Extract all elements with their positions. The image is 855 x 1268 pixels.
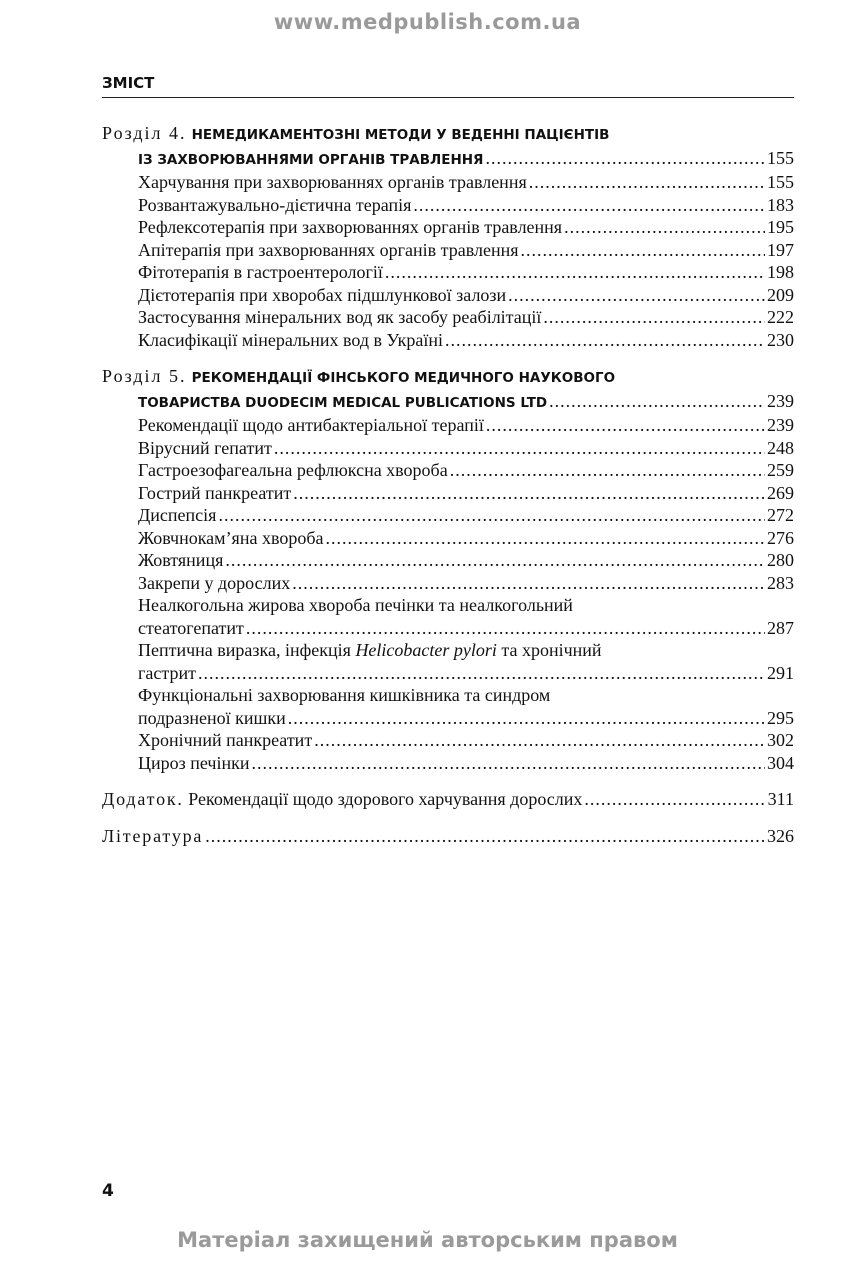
leader-dots	[445, 329, 765, 352]
toc-entry[interactable]	[102, 194, 794, 217]
appendix-prefix: Додаток.	[102, 789, 184, 809]
toc-entry[interactable]	[102, 239, 794, 262]
toc-entry[interactable]	[102, 729, 794, 752]
chapter-4-heading[interactable]	[102, 122, 794, 147]
leader-dots	[292, 572, 765, 595]
toc-entry-title: Апітерапія при захворюваннях органів травлення	[138, 239, 519, 260]
toc-entry-page: 155	[767, 172, 794, 192]
leader-dots	[584, 788, 765, 811]
toc-entry[interactable]	[102, 216, 794, 239]
leader-dots	[288, 707, 765, 730]
leader-dots	[485, 147, 765, 170]
toc-entry-nafld[interactable]	[102, 617, 794, 640]
leader-dots	[413, 194, 765, 217]
toc-entry[interactable]	[102, 504, 794, 527]
toc-entry-page: 287	[767, 617, 794, 638]
toc-entry[interactable]	[102, 306, 794, 329]
toc-entry-title: Гастроезофагеальна рефлюксна хвороба	[138, 460, 448, 480]
chapter-4-prefix: Розділ 4.	[102, 123, 187, 143]
toc-entry-title: Класифікації мінеральних вод в Україні	[138, 329, 444, 350]
toc-entry-page: 248	[767, 437, 794, 458]
leader-dots	[529, 171, 765, 194]
toc-entry[interactable]	[102, 171, 794, 194]
toc-entry-title: Гострий панкреатит	[138, 482, 292, 503]
appendix-title	[102, 788, 582, 811]
toc-chapter-5	[102, 365, 794, 774]
leader-dots	[325, 527, 765, 550]
leader-dots	[246, 617, 765, 640]
toc-entry-title: стеатогепатит	[138, 617, 244, 638]
toc-entry-italic: Helicobacter pylori	[355, 640, 497, 660]
toc-entry-text: Пептична виразка, інфекція	[138, 640, 356, 660]
toc-entry[interactable]	[102, 549, 794, 572]
toc-entry[interactable]	[102, 482, 794, 505]
toc-entry-title: подразненої кишки	[138, 707, 286, 728]
toc-entry-title: Розвантажувально-дієтична терапія	[138, 194, 412, 215]
toc-entry-page: 304	[767, 752, 794, 773]
chapter-5-title-row[interactable]	[102, 390, 794, 415]
toc-entry-page: 302	[767, 730, 794, 750]
leader-dots	[450, 459, 765, 482]
toc-entry-peptic[interactable]	[102, 662, 794, 685]
watermark-top: www.medpublish.com.ua	[273, 10, 582, 34]
leader-dots	[218, 504, 765, 527]
watermark-bottom: Матеріал захищений авторським правом	[177, 1228, 678, 1252]
leader-dots	[251, 752, 765, 775]
toc-entry-page: 276	[767, 527, 794, 548]
toc-entry[interactable]	[102, 329, 794, 352]
toc-entry[interactable]	[102, 527, 794, 550]
leader-dots	[314, 729, 765, 752]
toc-entry-page: 222	[767, 307, 794, 327]
toc-entry-page: 198	[767, 262, 794, 282]
toc-entry-title: Дієтотерапія при хворобах підшлункової залози	[138, 284, 507, 305]
chapter-5-prefix: Розділ 5.	[102, 366, 187, 386]
appendix-title-text: Рекомендації щодо здорового харчування дорослих	[188, 789, 583, 809]
toc-entry[interactable]	[102, 284, 794, 307]
toc-entry-title: Хронічний панкреатит	[138, 730, 313, 750]
toc-entry-title: Жовчнокам’яна хвороба	[138, 527, 324, 548]
toc-entry-title: Застосування мінеральних вод як засобу реабілітації	[138, 307, 542, 327]
toc-entry-page: 197	[767, 239, 794, 260]
header-rule	[102, 97, 794, 98]
leader-dots	[486, 414, 765, 437]
toc-entry-title: Цироз печінки	[138, 752, 250, 773]
chapter-4-title-row[interactable]	[102, 147, 794, 172]
toc-entry-page: 272	[767, 505, 794, 525]
toc-entry-page: 259	[767, 460, 794, 480]
leader-dots	[508, 284, 765, 307]
toc-entry-page: 209	[767, 284, 794, 305]
leader-dots	[274, 437, 765, 460]
toc-entry[interactable]	[102, 752, 794, 775]
toc-entry[interactable]	[102, 572, 794, 595]
chapter-5-title-line2: ТОВАРИСТВА DUODECIM MEDICAL PUBLICATIONS LTD	[138, 394, 548, 411]
leader-dots	[549, 390, 765, 413]
toc-entry-page: 291	[767, 662, 794, 683]
leader-dots	[198, 662, 765, 685]
toc-entry[interactable]	[102, 414, 794, 437]
toc-appendix	[102, 788, 794, 811]
literature-title: Література	[102, 825, 204, 846]
toc-entry-page: 283	[767, 572, 794, 593]
toc-entry-peptic-line1[interactable]	[102, 639, 794, 662]
toc-entry-title: гастрит	[138, 662, 196, 683]
page-number: 4	[102, 1181, 114, 1201]
toc-entry-page: 295	[767, 707, 794, 728]
leader-dots	[543, 306, 765, 329]
appendix-entry[interactable]	[102, 788, 794, 811]
toc-entry-text: та хронічний	[496, 640, 602, 660]
leader-dots	[205, 825, 765, 848]
chapter-4-page: 155	[767, 147, 794, 168]
toc-entry-ibs-line1[interactable]: Функціональні захворювання кишківника та синдром	[138, 685, 551, 705]
toc-entry-page: 269	[767, 482, 794, 503]
chapter-5-heading[interactable]	[102, 365, 794, 390]
toc-entry-page: 239	[767, 415, 794, 435]
chapter-4-title-line1: НЕМЕДИКАМЕНТОЗНІ МЕТОДИ У ВЕДЕННІ ПАЦІЄНТІВ	[191, 127, 610, 143]
toc-entry-ibs[interactable]	[102, 707, 794, 730]
section-heading: ЗМІСТ	[102, 74, 155, 92]
toc-entry-page: 183	[767, 194, 794, 215]
toc-entry-title: Жовтяниця	[138, 550, 224, 570]
toc-entry[interactable]	[102, 437, 794, 460]
toc-chapter-4	[102, 122, 794, 351]
appendix-page: 311	[767, 789, 794, 809]
toc-entry-title: Фітотерапія в гастроентерології	[138, 262, 383, 282]
table-of-contents	[102, 122, 794, 861]
leader-dots	[225, 549, 765, 572]
toc-entry-nafld-line1[interactable]: Неалкогольна жирова хвороба печінки та неалкогольний	[138, 595, 573, 615]
leader-dots	[385, 261, 765, 284]
toc-entry-title: Рекомендації щодо антибактеріальної терапії	[138, 415, 484, 435]
literature-page: 326	[767, 825, 794, 846]
toc-entry[interactable]	[102, 459, 794, 482]
toc-entry-title: Вірусний гепатит	[138, 437, 272, 458]
chapter-5-page: 239	[767, 390, 794, 411]
leader-dots	[521, 239, 766, 262]
toc-entry-page: 230	[767, 329, 794, 350]
toc-entry-page: 280	[767, 550, 794, 570]
toc-entry[interactable]	[102, 261, 794, 284]
toc-entry-title: Диспепсія	[138, 505, 217, 525]
toc-entry-title: Закрепи у дорослих	[138, 572, 291, 593]
literature-entry[interactable]	[102, 825, 794, 848]
leader-dots	[293, 482, 765, 505]
toc-entry-title: Харчування при захворюваннях органів травлення	[138, 172, 527, 192]
chapter-5-title-line1: РЕКОМЕНДАЦІЇ ФІНСЬКОГО МЕДИЧНОГО НАУКОВОГО	[191, 370, 616, 386]
toc-entry-page: 195	[767, 217, 794, 237]
toc-literature	[102, 825, 794, 848]
toc-entry-title: Рефлексотерапія при захворюваннях органів травлення	[138, 217, 563, 237]
chapter-4-title-line2: ІЗ ЗАХВОРЮВАННЯМИ ОРГАНІВ ТРАВЛЕННЯ	[138, 151, 484, 168]
leader-dots	[564, 216, 765, 239]
